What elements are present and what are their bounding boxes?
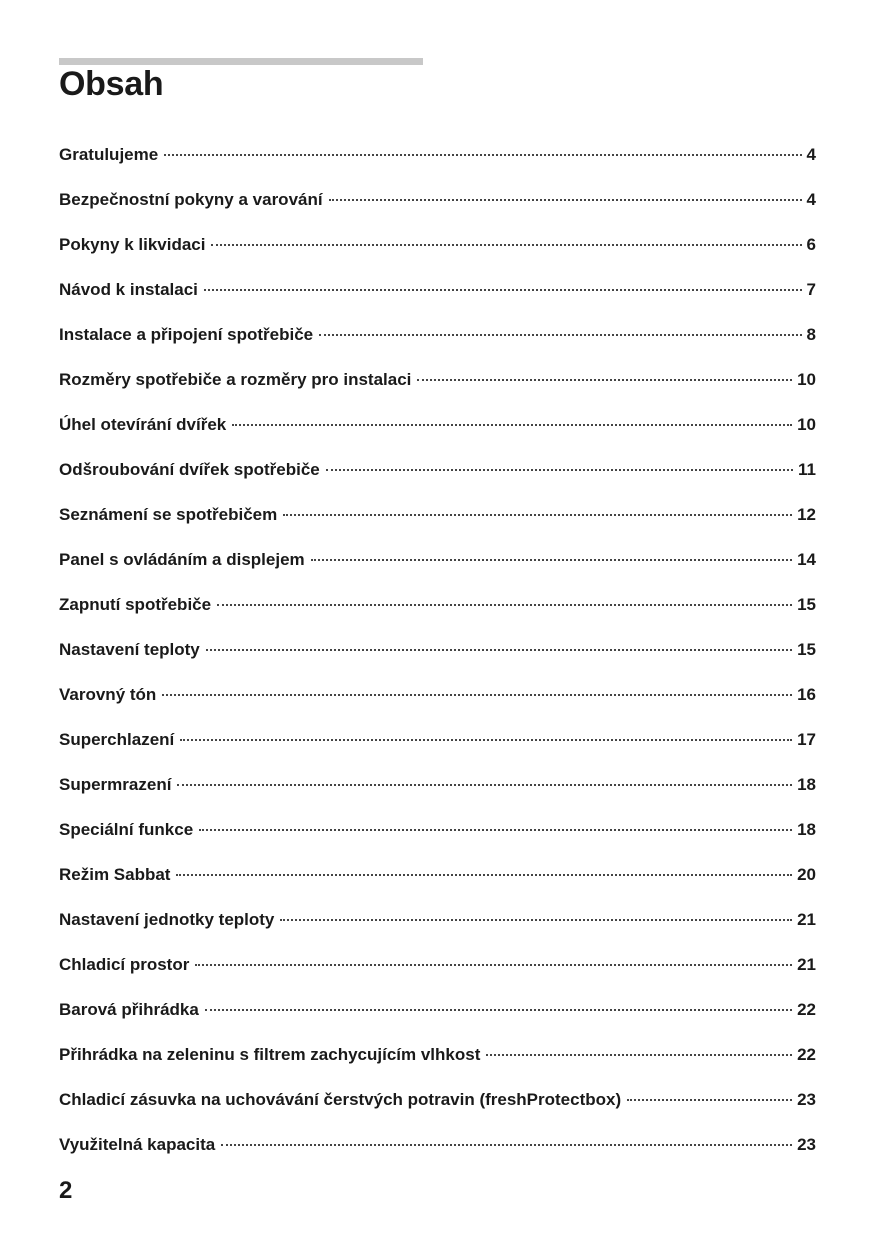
toc-entry-page: 18	[797, 775, 816, 794]
table-of-contents	[59, 142, 816, 1177]
dot-leader	[211, 244, 801, 246]
toc-entry-page: 23	[797, 1090, 816, 1109]
dot-leader	[199, 829, 792, 831]
toc-entry[interactable]	[59, 637, 816, 682]
toc-entry-title: Přihrádka na zeleninu s filtrem zachycujícím vlhkost	[59, 1045, 481, 1064]
toc-entry-page: 10	[797, 415, 816, 434]
dot-leader	[627, 1099, 792, 1101]
toc-entry-title: Odšroubování dvířek spotřebiče	[59, 460, 320, 479]
toc-entry-page: 21	[797, 910, 816, 929]
toc-entry-title: Chladicí zásuvka na uchovávání čerstvých potravin (freshProtectbox)	[59, 1090, 622, 1109]
dot-leader	[221, 1144, 792, 1146]
toc-entry[interactable]	[59, 682, 816, 727]
toc-entry[interactable]	[59, 547, 816, 592]
toc-entry[interactable]	[59, 592, 816, 637]
toc-entry-page: 22	[797, 1045, 816, 1064]
toc-entry-title: Seznámení se spotřebičem	[59, 505, 278, 524]
dot-leader	[326, 469, 793, 471]
dot-leader	[319, 334, 801, 336]
toc-entry-title: Gratulujeme	[59, 145, 159, 164]
dot-leader	[486, 1054, 792, 1056]
toc-entry[interactable]	[59, 952, 816, 997]
dot-leader	[204, 289, 802, 291]
toc-entry-page: 11	[798, 460, 816, 479]
toc-entry-page: 12	[797, 505, 816, 524]
toc-entry[interactable]	[59, 727, 816, 772]
toc-entry-title: Využitelná kapacita	[59, 1135, 216, 1154]
toc-entry-title: Barová přihrádka	[59, 1000, 199, 1019]
dot-leader	[164, 154, 801, 156]
toc-entry-title: Rozměry spotřebiče a rozměry pro instalaci	[59, 370, 412, 389]
toc-entry[interactable]	[59, 412, 816, 457]
toc-entry[interactable]	[59, 277, 816, 322]
dot-leader	[417, 379, 792, 381]
toc-entry-page: 22	[797, 1000, 816, 1019]
toc-entry[interactable]	[59, 1042, 816, 1087]
toc-entry[interactable]	[59, 322, 816, 367]
dot-leader	[177, 784, 792, 786]
toc-entry[interactable]	[59, 862, 816, 907]
toc-entry-title: Režim Sabbat	[59, 865, 171, 884]
toc-entry-title: Úhel otevírání dvířek	[59, 415, 227, 434]
toc-entry-title: Panel s ovládáním a displejem	[59, 550, 305, 569]
toc-entry[interactable]	[59, 772, 816, 817]
page-number: 2	[59, 1177, 73, 1204]
toc-entry-title: Návod k instalaci	[59, 280, 198, 299]
dot-leader	[195, 964, 792, 966]
toc-entry-page: 18	[797, 820, 816, 839]
dot-leader	[180, 739, 792, 741]
toc-entry-page: 4	[806, 145, 816, 164]
toc-entry[interactable]	[59, 142, 816, 187]
toc-entry[interactable]	[59, 907, 816, 952]
toc-entry-page: 23	[797, 1135, 816, 1154]
toc-entry-title: Supermrazení	[59, 775, 172, 794]
toc-entry[interactable]	[59, 457, 816, 502]
toc-entry[interactable]	[59, 1132, 816, 1177]
toc-entry[interactable]	[59, 187, 816, 232]
toc-entry-title: Instalace a připojení spotřebiče	[59, 325, 314, 344]
toc-entry-page: 14	[797, 550, 816, 569]
toc-entry-page: 17	[797, 730, 816, 749]
dot-leader	[205, 1009, 792, 1011]
dot-leader	[329, 199, 802, 201]
dot-leader	[232, 424, 792, 426]
toc-entry-title: Zapnutí spotřebiče	[59, 595, 212, 614]
toc-entry-page: 15	[797, 595, 816, 614]
toc-entry-title: Speciální funkce	[59, 820, 194, 839]
toc-entry-page: 4	[806, 190, 816, 209]
toc-entry-title: Superchlazení	[59, 730, 175, 749]
toc-entry-title: Bezpečnostní pokyny a varování	[59, 190, 323, 209]
toc-entry-page: 21	[797, 955, 816, 974]
dot-leader	[283, 514, 792, 516]
toc-entry[interactable]	[59, 817, 816, 862]
toc-entry-title: Nastavení teploty	[59, 640, 200, 659]
toc-entry-page: 7	[806, 280, 816, 299]
toc-entry-page: 10	[797, 370, 816, 389]
dot-leader	[311, 559, 792, 561]
dot-leader	[162, 694, 792, 696]
toc-entry-page: 15	[797, 640, 816, 659]
toc-entry-title: Varovný tón	[59, 685, 157, 704]
dot-leader	[217, 604, 792, 606]
toc-entry-title: Chladicí prostor	[59, 955, 190, 974]
toc-entry-page: 6	[806, 235, 816, 254]
page-title: Obsah	[59, 65, 164, 103]
toc-entry-page: 8	[806, 325, 816, 344]
toc-entry-title: Pokyny k likvidaci	[59, 235, 206, 254]
toc-entry[interactable]	[59, 1087, 816, 1132]
toc-entry[interactable]	[59, 997, 816, 1042]
toc-entry-title: Nastavení jednotky teploty	[59, 910, 275, 929]
toc-entry-page: 16	[797, 685, 816, 704]
toc-entry[interactable]	[59, 502, 816, 547]
dot-leader	[176, 874, 792, 876]
dot-leader	[280, 919, 792, 921]
toc-entry-page: 20	[797, 865, 816, 884]
dot-leader	[206, 649, 792, 651]
toc-entry[interactable]	[59, 367, 816, 412]
toc-entry[interactable]	[59, 232, 816, 277]
